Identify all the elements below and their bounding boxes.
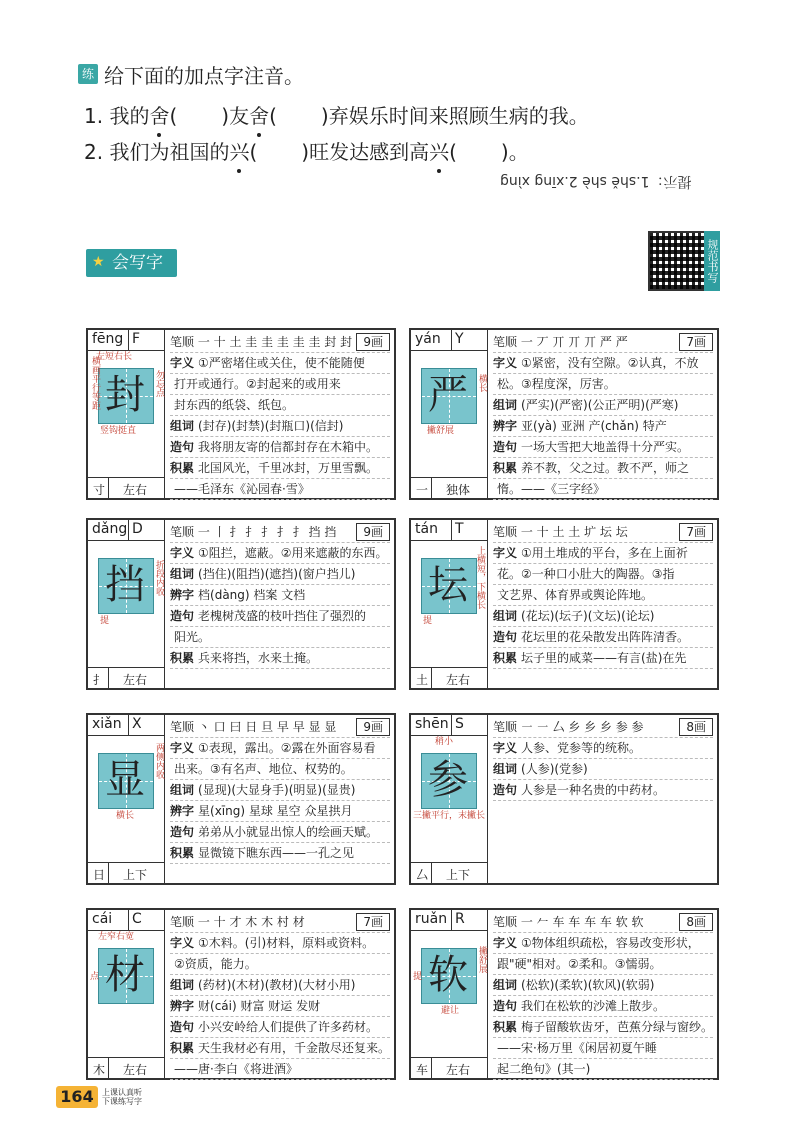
question-number: 1. (84, 104, 104, 128)
row-value: 文艺界、体育界或舆论阵地。 (497, 588, 654, 602)
radical-structure (411, 862, 487, 883)
stroke-count: 8画 (679, 718, 713, 736)
row-value: (挡住)(阻挡)(遮挡)(窗户挡儿) (198, 567, 356, 581)
stroke-order (170, 912, 390, 933)
row-value: (松软)(柔软)(软风)(软弱) (521, 978, 655, 992)
row-key: 辨字 (493, 419, 518, 433)
row-value: (封存)(封禁)(封瓶口)(信封) (198, 419, 344, 433)
char-info (170, 912, 390, 1080)
writing-tip: 两侧内收 (154, 743, 164, 779)
info-row (493, 543, 713, 564)
row-key: 组词 (170, 419, 195, 433)
radical-structure (88, 1057, 164, 1078)
radical: 扌 (92, 673, 105, 687)
info-row (493, 395, 713, 416)
info-row (493, 1038, 713, 1059)
info-row (170, 822, 390, 843)
row-key: 造句 (493, 783, 518, 797)
structure: 上下 (445, 868, 470, 882)
info-row (493, 738, 713, 759)
main-character: 坛 (428, 562, 468, 608)
row-key: 造句 (170, 1020, 195, 1034)
row-value: 阳光。 (174, 630, 211, 644)
row-value: (药材)(木材)(教材)(大材小用) (198, 978, 356, 992)
stroke-count: 7画 (356, 913, 390, 931)
row-value: 小兴安岭给人们提供了许多药材。 (198, 1020, 379, 1034)
info-row (170, 585, 390, 606)
writing-tip: 稍小 (435, 737, 454, 747)
row-value: 跟"硬"相对。②柔和。③懦弱。 (497, 957, 662, 971)
stroke-order-text: 笔顺 一 十 土 土 圹 坛 坛 (493, 525, 628, 539)
row-key: 造句 (170, 825, 195, 839)
row-key: 字义 (170, 546, 195, 560)
writing-tip: 提 (423, 616, 433, 626)
row-value: 老槐树茂盛的枝叶挡住了强烈的 (198, 609, 367, 623)
stroke-order-text: 笔顺 ㇐ ㇐ 厶 乡 乡 乡 参 参 (493, 720, 644, 734)
question-number: 2. (84, 140, 104, 164)
char-info (493, 522, 713, 669)
info-row (170, 1038, 390, 1059)
radical: 厶 (415, 868, 428, 882)
row-value: 养不教，父之过。教不严，师之 (521, 461, 690, 475)
answer-hint-upside-down: 提示：1.shě shè 2.xīng xìng (500, 173, 692, 189)
pinyin-header (411, 910, 487, 931)
row-key: 字义 (493, 741, 518, 755)
question-2 (84, 136, 529, 165)
radical: 日 (92, 868, 105, 882)
char-card-xiǎn (86, 713, 396, 885)
char-panel (88, 330, 165, 498)
row-value: 惰。——《三字经》 (497, 482, 606, 496)
row-key: 字义 (493, 546, 518, 560)
row-value: ①用土堆成的平台，多在上面祈 (521, 546, 688, 560)
info-row (493, 437, 713, 458)
stroke-count: 9画 (356, 718, 390, 736)
writing-tip: 勿忘点 (154, 370, 164, 397)
info-row (493, 759, 713, 780)
row-value: 我将朋友寄的信都封存在木箱中。 (198, 440, 379, 454)
char-info (493, 912, 713, 1080)
writing-tip: 三撇平行，末撇长 (413, 811, 486, 821)
q-text: )。 (500, 140, 529, 164)
char-card-shēn (409, 713, 719, 885)
row-value: 人参、党参等的统称。 (521, 741, 642, 755)
row-key: 字义 (493, 356, 518, 370)
char-info (170, 522, 390, 669)
info-row (170, 416, 390, 437)
index-letter: F (132, 331, 141, 347)
row-value: ——宋·杨万里《闲居初夏午睡 (497, 1041, 657, 1055)
info-row (493, 458, 713, 479)
page-number: 164 (56, 1086, 98, 1108)
char-card-yán (409, 328, 719, 500)
structure: 上下 (122, 868, 147, 882)
paren-open: ( (269, 104, 277, 128)
structure: 左右 (445, 1063, 470, 1077)
paren-open: ( (449, 140, 457, 164)
pinyin-header (411, 520, 487, 541)
footer-slogan: 上课认真听 下课练写字 (102, 1088, 142, 1106)
index-letter: Y (455, 331, 464, 347)
radical: 寸 (92, 483, 105, 497)
dotted-char: 兴 (229, 136, 249, 165)
info-row (170, 780, 390, 801)
row-key: 字义 (170, 356, 195, 370)
char-panel (88, 715, 165, 883)
dotted-char: 舍 (249, 100, 269, 129)
writing-tip: 横长 (116, 811, 135, 821)
info-row (493, 996, 713, 1017)
main-character: 严 (428, 372, 468, 418)
dotted-char: 舍 (149, 100, 169, 129)
row-key: 组词 (493, 978, 518, 992)
q-text: )友 (221, 104, 250, 128)
row-value: 显微镜下瞧东西——一孔之见 (198, 846, 355, 860)
pinyin: fēng (92, 331, 124, 347)
row-value: ②资质，能力。 (174, 957, 257, 971)
main-character: 显 (105, 757, 145, 803)
row-key: 造句 (493, 440, 518, 454)
stroke-order-text: 笔顺 丶 口 曰 日 旦 早 早 显 显 (170, 720, 337, 734)
index-letter: D (132, 521, 143, 537)
stroke-order-text: 笔顺 一 十 土 圭 圭 圭 圭 圭 封 封 (170, 335, 353, 349)
main-character: 挡 (105, 562, 145, 608)
row-value: 亚(yà) 亚洲 产(chǎn) 特产 (521, 419, 667, 433)
info-row (170, 1059, 390, 1080)
row-key: 字义 (493, 936, 518, 950)
q-text: )弃娱乐时间来照顾生病的我。 (320, 104, 589, 128)
radical-structure (88, 667, 164, 688)
pinyin: yán (415, 331, 441, 347)
radical: 车 (415, 1063, 428, 1077)
radical-structure (411, 667, 487, 688)
row-value: 弟弟从小就显出惊人的绘画天赋。 (198, 825, 379, 839)
info-row (170, 738, 390, 759)
pinyin-header (88, 330, 164, 351)
row-value: 梅子留酸软齿牙，芭蕉分绿与窗纱。 (521, 1020, 713, 1034)
row-value: 兵来将挡，水来土掩。 (198, 651, 319, 665)
pinyin: cái (92, 911, 113, 927)
stroke-order (170, 717, 390, 738)
info-row (170, 564, 390, 585)
info-row (170, 627, 390, 648)
row-key: 组词 (170, 783, 195, 797)
stroke-order (170, 332, 390, 353)
info-row (493, 1017, 713, 1038)
char-card-cái (86, 908, 396, 1080)
info-row (170, 1017, 390, 1038)
row-key: 字义 (170, 936, 195, 950)
char-card-fēng (86, 328, 396, 500)
row-key: 辨字 (170, 588, 195, 602)
writing-tip: 提 (100, 616, 110, 626)
char-panel (411, 910, 488, 1078)
paren-open: ( (169, 104, 178, 128)
row-value: ——唐·李白《将进酒》 (174, 1062, 298, 1076)
char-card-ruǎn (409, 908, 719, 1080)
char-info (170, 332, 390, 500)
writing-tip: 左短右长 (96, 352, 133, 362)
char-panel (88, 520, 165, 688)
info-row (170, 437, 390, 458)
stroke-order-text: 笔顺 一 𠂉 车 车 车 车 软 软 (493, 915, 644, 929)
stroke-order (493, 912, 713, 933)
q-text: )旺发达感到高 (301, 140, 430, 164)
structure: 独体 (445, 483, 470, 497)
pinyin-header (88, 520, 164, 541)
writing-tip: 撇舒展 (477, 946, 487, 973)
row-key: 辨字 (170, 804, 195, 818)
info-row (493, 954, 713, 975)
row-key: 积累 (170, 651, 195, 665)
writing-tip: 避让 (441, 1006, 460, 1016)
info-row (493, 606, 713, 627)
row-value: ①木料。(引)材料，原料或资料。 (198, 936, 375, 950)
row-value: 打开或通行。②封起来的或用来 (174, 377, 341, 391)
q-text: 我们为祖国的 (109, 140, 230, 164)
row-value: 花。②一种口小肚大的陶器。③指 (497, 567, 675, 581)
radical-structure (88, 862, 164, 883)
index-letter: R (455, 911, 465, 927)
info-row (170, 374, 390, 395)
row-value: ①紧密，没有空隙。②认真，不放 (521, 356, 699, 370)
row-value: 天生我材必有用，千金散尽还复来。 (198, 1041, 390, 1055)
row-value: ①物体组织疏松，容易改变形状， (521, 936, 700, 950)
row-value: 北国风光，千里冰封，万里雪飘。 (198, 461, 379, 475)
row-value: 星(xīng) 星球 星空 众星拱月 (198, 804, 353, 818)
row-key: 造句 (493, 999, 518, 1013)
row-value: 封东西的纸袋、纸包。 (174, 398, 295, 412)
pinyin: shēn (415, 716, 449, 732)
row-value: 档(dàng) 档案 文档 (198, 588, 306, 602)
index-letter: X (132, 716, 142, 732)
info-row (170, 759, 390, 780)
info-row (170, 458, 390, 479)
stroke-order (493, 332, 713, 353)
row-key: 组词 (170, 567, 195, 581)
row-key: 辨字 (170, 999, 195, 1013)
index-letter: T (455, 521, 464, 537)
row-value: 财(cái) 财富 财运 发财 (198, 999, 321, 1013)
stroke-count: 7画 (679, 333, 713, 351)
char-card-dǎng (86, 518, 396, 690)
main-character: 材 (105, 952, 145, 998)
row-value: 我们在松软的沙滩上散步。 (521, 999, 666, 1013)
row-key: 组词 (493, 398, 518, 412)
info-row (493, 780, 713, 801)
info-row (493, 479, 713, 500)
row-value: 坛子里的咸菜——有言(盐)在先 (521, 651, 687, 665)
info-row (170, 395, 390, 416)
row-key: 积累 (170, 846, 195, 860)
writing-tip: 上横短，下横长 (475, 546, 485, 609)
row-key: 组词 (493, 609, 518, 623)
section-title: 会写字 (86, 249, 177, 277)
structure: 左右 (122, 483, 147, 497)
info-row (170, 479, 390, 500)
info-row (493, 374, 713, 395)
stroke-count: 8画 (679, 913, 713, 931)
qr-tag: 规范书写 (704, 231, 720, 291)
row-key: 造句 (493, 630, 518, 644)
row-value: (严实)(严密)(公正严明)(严寒) (521, 398, 679, 412)
row-key: 积累 (493, 651, 518, 665)
structure: 左右 (122, 673, 147, 687)
pinyin-header (411, 330, 487, 351)
main-character: 参 (428, 757, 468, 803)
radical: 一 (415, 483, 428, 497)
writing-tip: 左窄右宽 (98, 932, 135, 942)
info-row (493, 627, 713, 648)
radical-structure (411, 1057, 487, 1078)
char-info (493, 332, 713, 500)
dotted-char: 兴 (429, 136, 449, 165)
pinyin-header (88, 910, 164, 931)
info-row (493, 1059, 713, 1080)
row-key: 造句 (170, 609, 195, 623)
index-letter: C (132, 911, 142, 927)
radical: 木 (92, 1063, 105, 1077)
pinyin-header (411, 715, 487, 736)
info-row (493, 416, 713, 437)
info-row (170, 996, 390, 1017)
info-row (170, 606, 390, 627)
radical-structure (411, 477, 487, 498)
main-character: 软 (428, 952, 468, 998)
writing-tip: 横画平行等距 (90, 356, 100, 410)
info-row (170, 648, 390, 669)
paren-open: ( (249, 140, 258, 164)
info-row (493, 585, 713, 606)
info-row (170, 975, 390, 996)
row-value: ①严密堵住或关住，使不能随便 (198, 356, 365, 370)
row-key: 组词 (170, 978, 195, 992)
stroke-order-text: 笔顺 一 丨 扌 扌 扌 扌 扌 挡 挡 (170, 525, 337, 539)
row-key: 组词 (493, 762, 518, 776)
row-value: (人参)(党参) (521, 762, 588, 776)
info-row (170, 353, 390, 374)
writing-tip: 横长 (477, 374, 487, 392)
stroke-count: 9画 (356, 333, 390, 351)
pinyin-header (88, 715, 164, 736)
row-value: ①阻拦，遮蔽。②用来遮蔽的东西。 (198, 546, 388, 560)
row-key: 积累 (170, 1041, 195, 1055)
structure: 左右 (122, 1063, 147, 1077)
structure: 左右 (445, 673, 470, 687)
index-letter: S (455, 716, 464, 732)
writing-tip: 折段内收 (154, 560, 164, 596)
stroke-order (493, 717, 713, 738)
row-value: 一场大雪把大地盖得十分严实。 (521, 440, 690, 454)
char-info (170, 717, 390, 864)
pinyin: ruǎn (415, 911, 448, 927)
row-value: 出来。③有名声、地位、权势的。 (174, 762, 353, 776)
info-row (170, 543, 390, 564)
writing-tip: 点 (90, 972, 100, 982)
info-row (493, 933, 713, 954)
stroke-order (170, 522, 390, 543)
stroke-order-text: 笔顺 一 十 才 木 木 村 材 (170, 915, 305, 929)
writing-tip: 竖钩挺直 (100, 426, 137, 436)
char-panel (411, 715, 488, 883)
char-panel (88, 910, 165, 1078)
info-row (493, 353, 713, 374)
char-card-tán (409, 518, 719, 690)
stroke-count: 9画 (356, 523, 390, 541)
row-value: (显现)(大显身手)(明显)(显贵) (198, 783, 356, 797)
info-row (493, 648, 713, 669)
info-row (170, 843, 390, 864)
exercise-title: 给下面的加点字注音。 (104, 64, 304, 88)
row-value: (花坛)(坛子)(文坛)(论坛) (521, 609, 655, 623)
info-row (170, 954, 390, 975)
writing-tip: 撇舒展 (427, 426, 455, 436)
stroke-count: 7画 (679, 523, 713, 541)
char-panel (411, 330, 488, 498)
stroke-order-text: 笔顺 一 丆 丌 丌 丌 严 严 (493, 335, 628, 349)
row-key: 积累 (170, 461, 195, 475)
row-key: 字义 (170, 741, 195, 755)
info-row (170, 801, 390, 822)
info-row (170, 933, 390, 954)
writing-tip: 提 (413, 972, 423, 982)
row-value: 花坛里的花朵散发出阵阵清香。 (521, 630, 690, 644)
info-row (493, 564, 713, 585)
row-value: 松。③程度深，厉害。 (497, 377, 616, 391)
qr-code-icon[interactable] (648, 231, 708, 291)
main-character: 封 (105, 372, 145, 418)
row-value: ——毛泽东《沁园春·雪》 (174, 482, 310, 496)
info-row (493, 975, 713, 996)
char-panel (411, 520, 488, 688)
row-value: 人参是一种名贵的中药材。 (521, 783, 666, 797)
radical: 土 (415, 673, 428, 687)
pinyin: xiǎn (92, 716, 122, 732)
question-1 (84, 100, 589, 129)
radical-structure (88, 477, 164, 498)
char-info (493, 717, 713, 801)
q-text: 我的 (109, 104, 150, 128)
stroke-order (493, 522, 713, 543)
row-value: 起二绝句》(其一) (497, 1062, 591, 1076)
row-key: 造句 (170, 440, 195, 454)
star-icon: ★ (92, 254, 105, 270)
exercise-badge: 练 (78, 64, 98, 84)
pinyin: tán (415, 521, 438, 537)
row-key: 积累 (493, 1020, 518, 1034)
pinyin: dǎng (92, 521, 128, 537)
row-value: ①表现，露出。②露在外面容易看 (198, 741, 376, 755)
row-key: 积累 (493, 461, 518, 475)
